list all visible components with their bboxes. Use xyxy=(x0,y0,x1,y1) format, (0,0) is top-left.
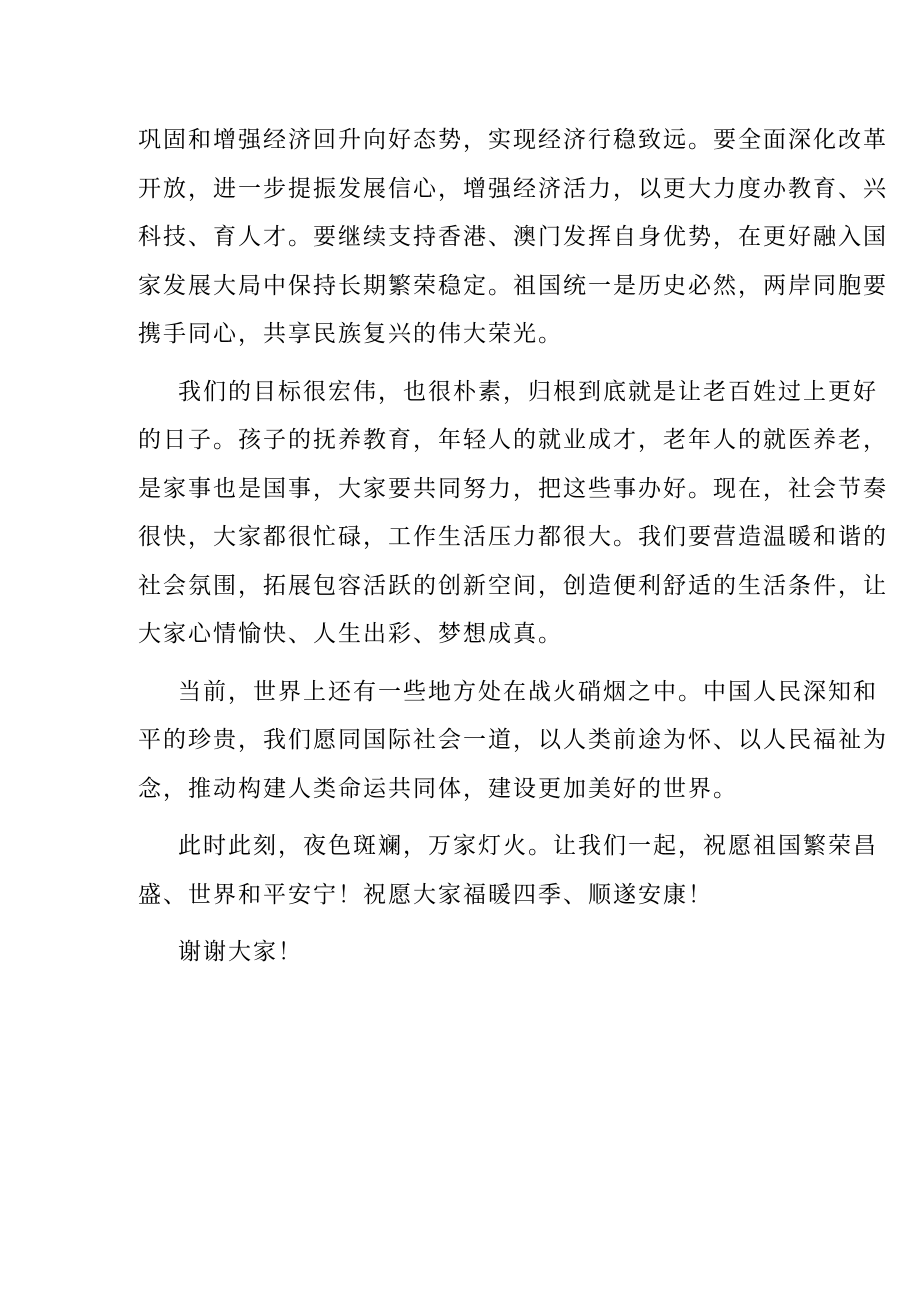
text-line: 念，推动构建人类命运共同体，建设更加美好的世界。 xyxy=(138,775,738,802)
text-line: 科技、育人才。要继续支持香港、澳门发挥自身优势，在更好融入国 xyxy=(138,224,888,250)
text-line: 的日子。孩子的抚养教育，年轻人的就业成才，老年人的就医养老， xyxy=(138,427,888,453)
text-line: 盛、世界和平安宁！祝愿大家福暖四季、顺遂安康！ xyxy=(138,881,713,908)
paragraph-1 xyxy=(138,116,888,359)
text-line: 当前，世界上还有一些地方处在战火硝烟之中。中国人民深知和 xyxy=(178,678,878,705)
text-line: 我们的目标很宏伟，也很朴素，归根到底就是让老百姓过上更好 xyxy=(178,378,878,405)
text-line: 谢谢大家！ xyxy=(178,939,303,965)
text-line: 是家事也是国事，大家要共同努力，把这些事办好。现在，社会节奏 xyxy=(138,475,888,502)
paragraph-3 xyxy=(138,668,888,814)
text-line: 社会氛围，拓展包容活跃的创新空间，创造便利舒适的生活条件，让 xyxy=(138,572,888,599)
text-line: 很快，大家都很忙碌，工作生活压力都很大。我们要营造温暖和谐的 xyxy=(138,524,888,550)
document-body xyxy=(138,116,888,986)
paragraph-4 xyxy=(138,822,878,919)
text-line: 家发展大局中保持长期繁荣稳定。祖国统一是历史必然，两岸同胞要 xyxy=(138,272,888,299)
paragraph-2 xyxy=(138,368,888,659)
text-line: 巩固和增强经济回升向好态势，实现经济行稳致远。要全面深化改革 xyxy=(138,127,888,153)
text-line: 大家心情愉快、人生出彩、梦想成真。 xyxy=(138,621,563,647)
text-line: 此时此刻，夜色斑斓，万家灯火。让我们一起，祝愿祖国繁荣昌 xyxy=(178,833,878,859)
paragraph-5 xyxy=(138,928,788,977)
text-line: 平的珍贵，我们愿同国际社会一道，以人类前途为怀、以人民福祉为 xyxy=(138,727,888,753)
text-line: 开放，进一步提振发展信心，增强经济活力，以更大力度办教育、兴 xyxy=(138,175,888,202)
text-line: 携手同心，共享民族复兴的伟大荣光。 xyxy=(138,321,563,347)
